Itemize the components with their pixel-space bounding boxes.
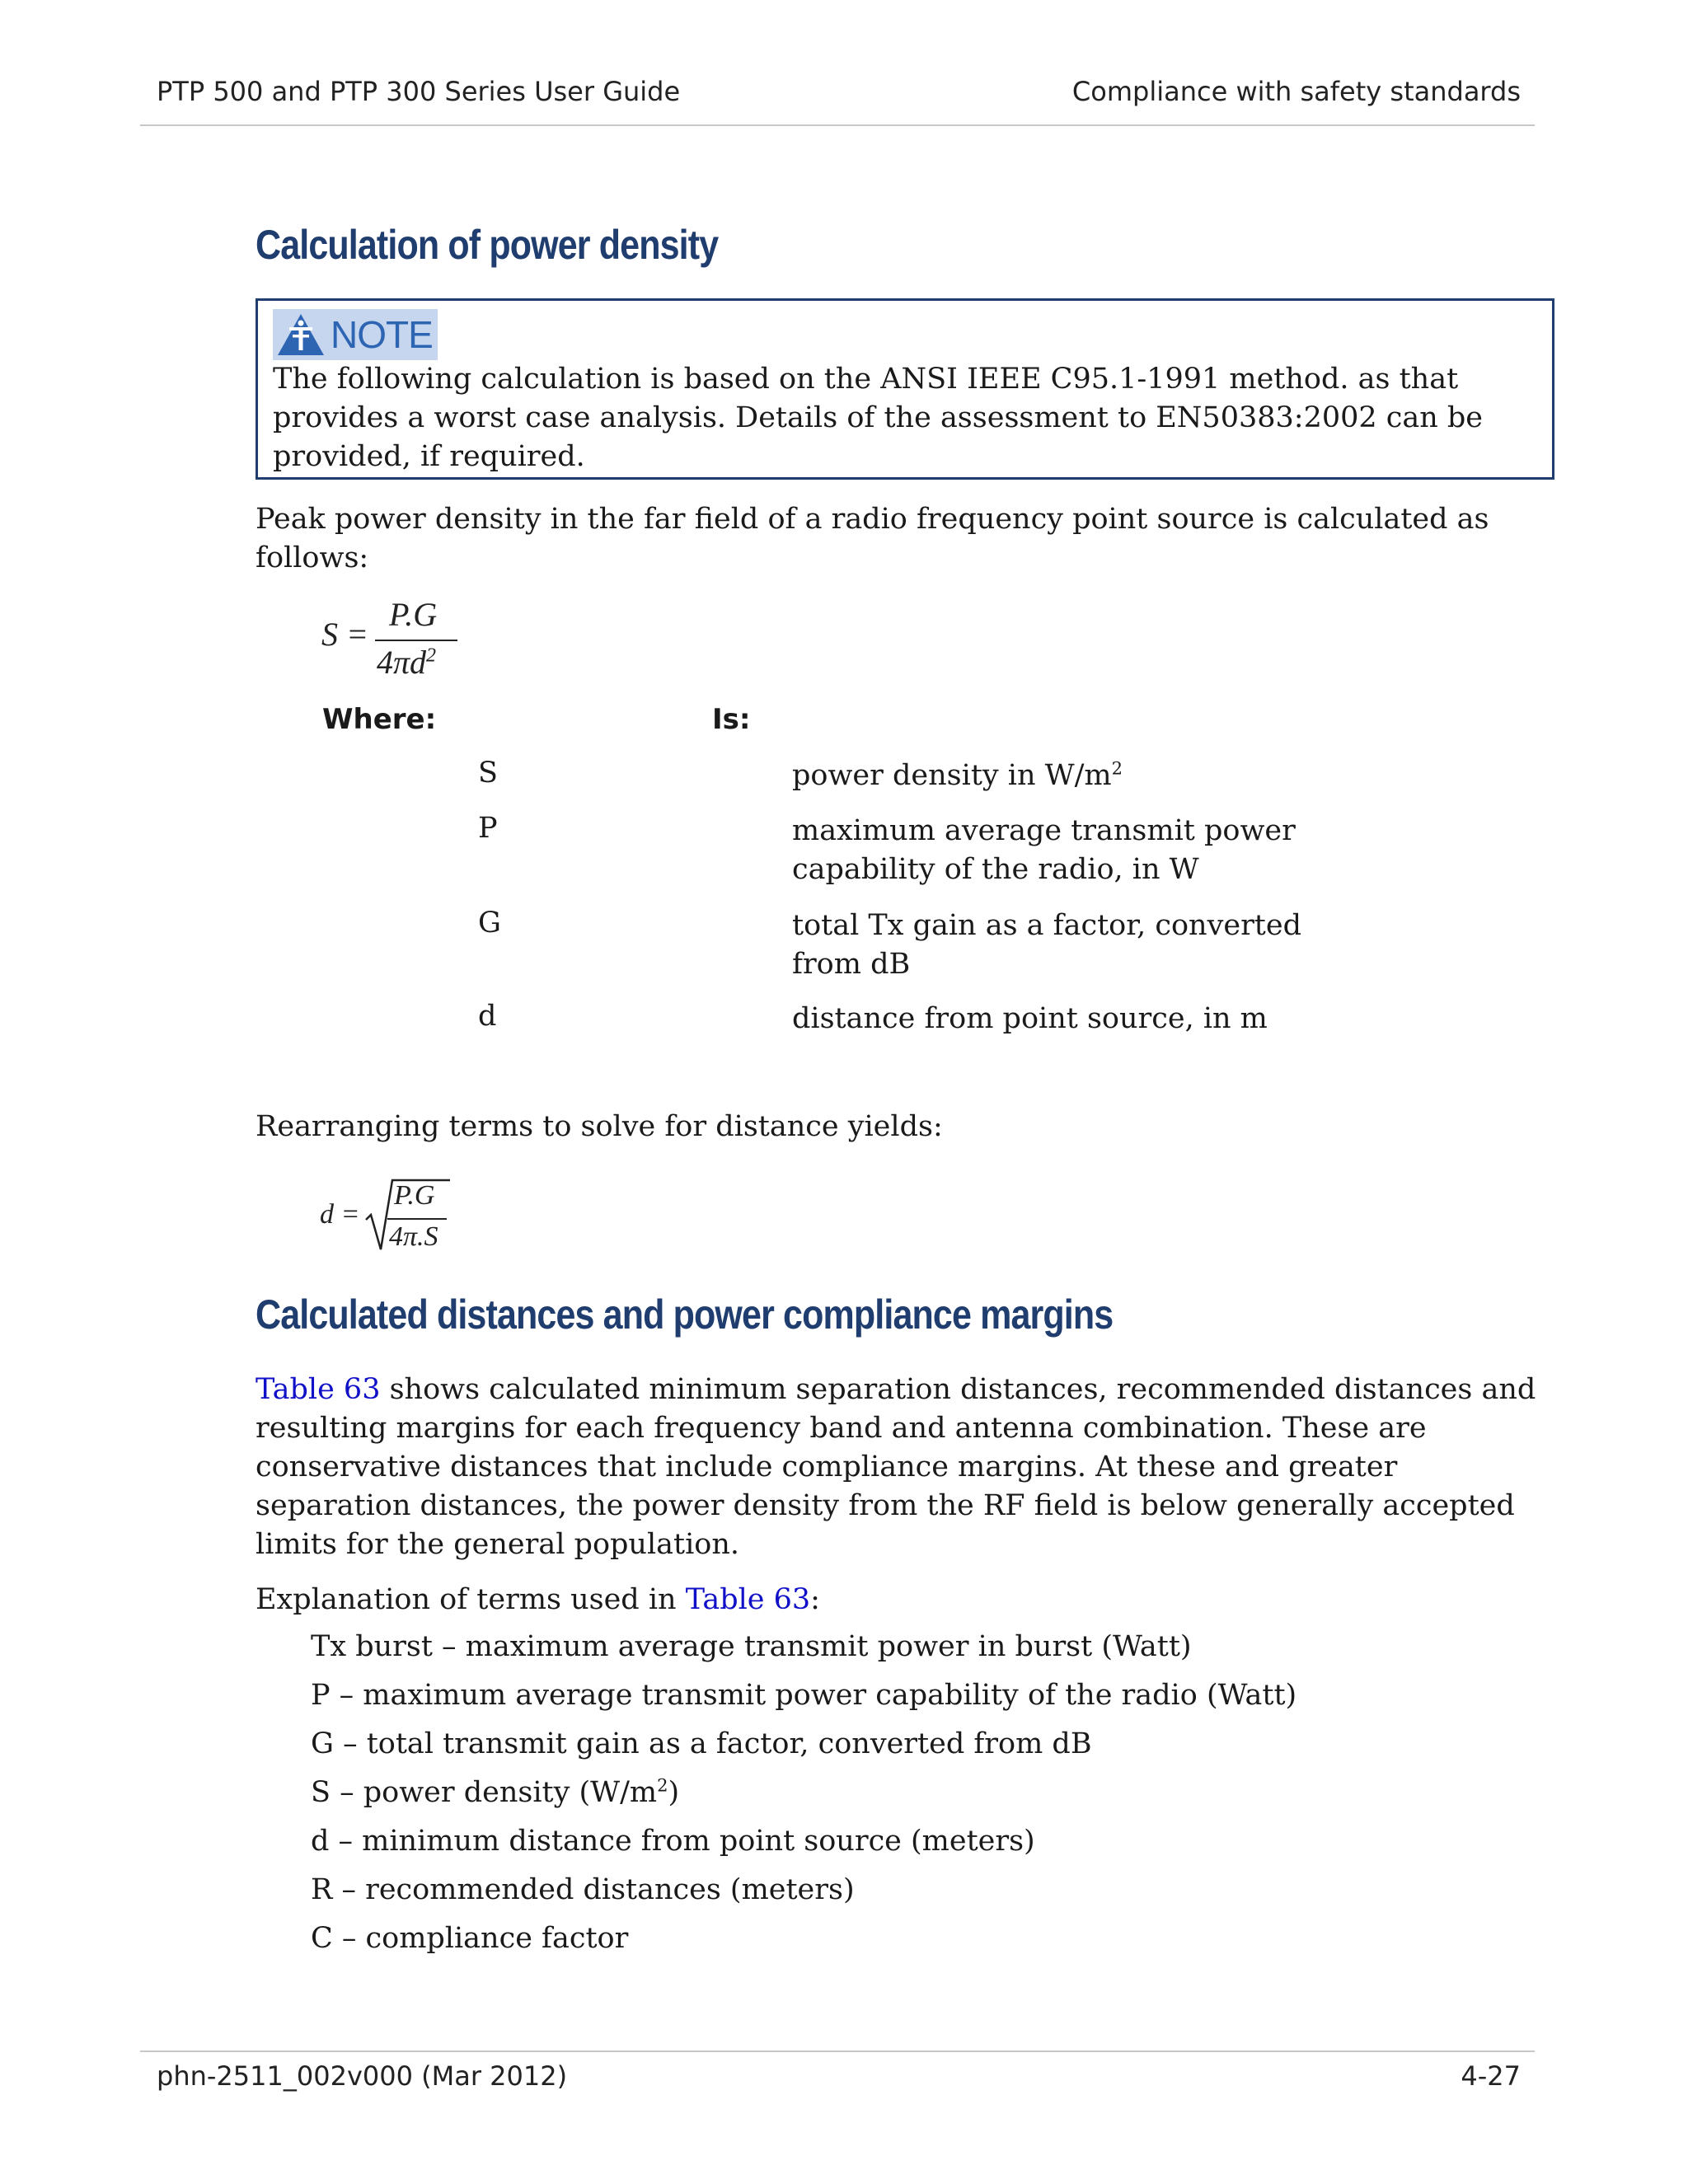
- term-item: S – power density $(W/m^2)$: [311, 1775, 680, 1809]
- where-header: Where:: [322, 703, 437, 736]
- header-rule: [140, 124, 1535, 126]
- variable-definition: maximum average transmit power capability of the radio, in W: [792, 814, 1296, 886]
- is-header: Is:: [712, 703, 751, 736]
- table-63-link[interactable]: Table 63: [256, 1373, 381, 1406]
- table-63-link[interactable]: Table 63: [685, 1583, 811, 1616]
- variable-definition: total Tx gain as a factor, converted from dB: [792, 909, 1301, 981]
- variable-symbol: S: [478, 757, 498, 790]
- term-item: P – maximum average transmit power capability of the radio (Watt): [311, 1679, 1297, 1712]
- formula2-numerator: P.G: [394, 1180, 435, 1211]
- explanation-line: Explanation of terms used in Table 63:: [256, 1583, 820, 1616]
- term-item: G – total transmit gain as a factor, converted from dB: [311, 1727, 1092, 1760]
- formula2-lhs: d =: [320, 1199, 360, 1230]
- footer-doc-id: phn-2511_002v000 (Mar 2012): [157, 2060, 568, 2092]
- formula2-denominator: 4π.S: [389, 1221, 438, 1252]
- note-box: [256, 298, 1554, 480]
- running-header-section: Compliance with safety standards: [1071, 76, 1521, 107]
- intro-paragraph: Peak power density in the far field of a radio frequency point source is calculated as follows:: [256, 503, 1489, 574]
- term-item: C – compliance factor: [311, 1922, 629, 1955]
- distances-paragraph: Table 63 shows calculated minimum separation distances, recommended distances and resulting margins for each frequency band and antenna combination. These are conservative distances that include compliance margins. At these and greater separation distances, the power density from the RF field is below generally accepted limits for the general population.: [256, 1373, 1536, 1561]
- term-item: Tx burst – maximum average transmit power in burst (Watt): [311, 1630, 1192, 1663]
- formula1-denominator: $4\pi d^2$: [377, 644, 437, 681]
- variable-symbol: P: [478, 812, 498, 845]
- footer-rule: [140, 2050, 1535, 2052]
- term-item: d – minimum distance from point source (meters): [311, 1825, 1035, 1858]
- running-header-title: PTP 500 and PTP 300 Series User Guide: [157, 76, 681, 107]
- variable-symbol: d: [478, 1000, 497, 1033]
- note-label: [273, 309, 438, 360]
- warning-icon: [276, 312, 326, 357]
- note-text: The following calculation is based on the ANSI IEEE C95.1-1991 method. as that provides a worst case analysis. Details of the assessment to EN50383:2002 can be provided, if required.: [273, 363, 1484, 473]
- term-item: R – recommended distances (meters): [311, 1873, 855, 1906]
- formula2-fraction-bar: [387, 1218, 447, 1220]
- page-number: 4-27: [1461, 2060, 1521, 2092]
- rearrange-paragraph: Rearranging terms to solve for distance yields:: [256, 1110, 943, 1143]
- variable-symbol: G: [478, 907, 501, 940]
- formula1-lhs: S =: [321, 616, 368, 653]
- variable-definition: power density in $W/m^2$: [792, 758, 1123, 792]
- formula1-numerator: P.G: [389, 596, 438, 633]
- section-heading-power-density: Calculation of power density: [256, 222, 719, 268]
- section-heading-distances: Calculated distances and power compliance margins: [256, 1291, 1114, 1338]
- note-label-text: NOTE: [331, 313, 433, 356]
- formula1-fraction-bar: [375, 640, 457, 641]
- variable-definition: distance from point source, in m: [792, 1002, 1268, 1035]
